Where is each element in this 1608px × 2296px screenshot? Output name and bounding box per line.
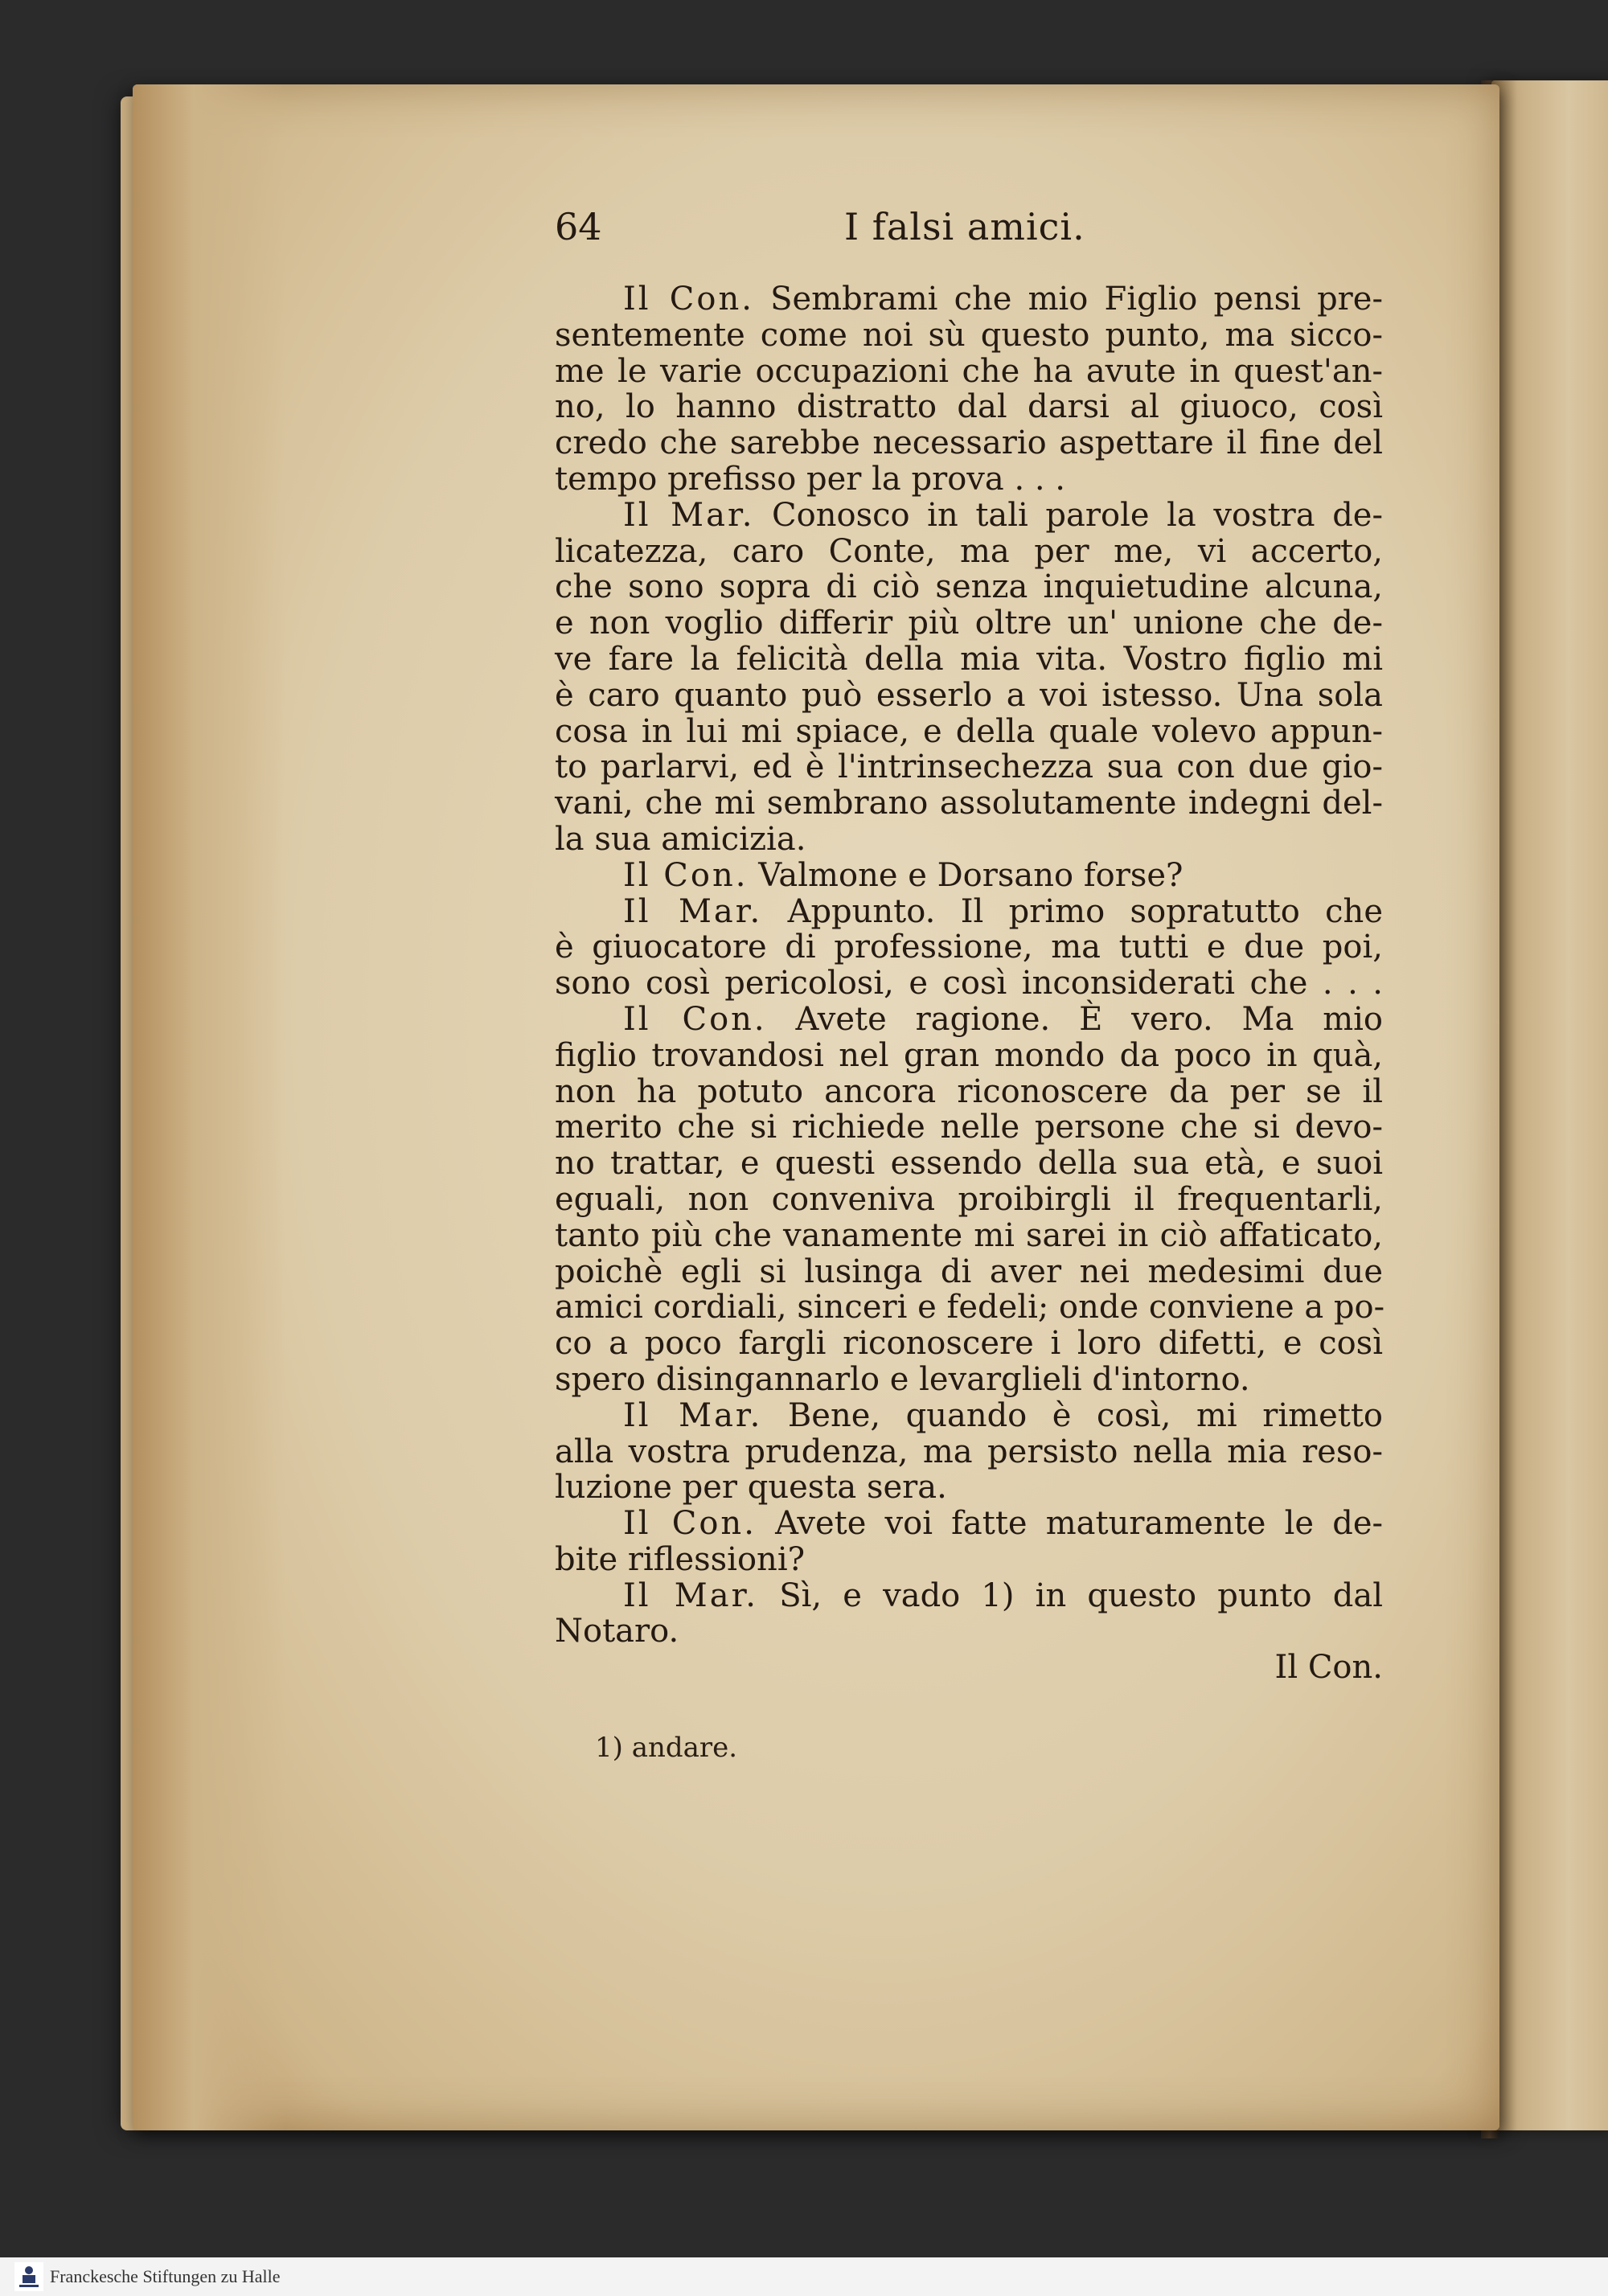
line-text: poichè egli si lusinga di aver nei medesimi due: [555, 1253, 1383, 1290]
line-text: tempo prefisso per la prova . . .: [555, 460, 1066, 498]
page-header: [555, 205, 1383, 253]
institution-name: Franckesche Stiftungen zu Halle: [50, 2266, 281, 2286]
text-line: [555, 1470, 1383, 1506]
text-line: [555, 714, 1383, 750]
text-line: [555, 1362, 1383, 1398]
line-text: co a poco fargli riconoscere i loro difetti, e così: [555, 1325, 1383, 1363]
text-line: [555, 1289, 1383, 1326]
line-text: luzione per questa sera.: [555, 1469, 947, 1507]
line-text: Valmone e Dorsano forse?: [758, 856, 1183, 894]
line-text: Notaro.: [555, 1613, 679, 1650]
text-line: [555, 966, 1383, 1002]
line-text: la sua amicizia.: [555, 820, 806, 858]
text-line: [555, 389, 1383, 425]
text-line: [555, 534, 1383, 570]
line-text: Appunto. Il primo sopratutto che: [787, 892, 1383, 930]
line-text: merito che si richiede nelle persone che si devo-: [555, 1109, 1383, 1146]
text-line: [555, 1542, 1383, 1578]
text-line: [555, 858, 1383, 894]
line-text: no trattar, e questi essendo della sua età, e suoi: [555, 1145, 1383, 1183]
text-line: [555, 1578, 1383, 1614]
line-text: credo che sarebbe necessario aspettare il fine del: [555, 424, 1383, 462]
line-text: Sì, e vado 1) in questo punto dal: [779, 1576, 1383, 1614]
text-line: [555, 678, 1383, 714]
line-text: figlio trovandosi nel gran mondo da poco in quà,: [555, 1036, 1383, 1074]
text-line: [555, 498, 1383, 534]
line-text: ve fare la felicità della mia vita. Vostro figlio mi: [555, 640, 1383, 678]
line-text: bite riflessioni?: [555, 1540, 806, 1578]
footer-bar: [0, 2257, 1608, 2296]
text-line: [555, 929, 1383, 966]
line-text: è caro quanto può esserlo a voi istesso. Una sola: [555, 676, 1383, 714]
line-text: che sono sopra di ciò senza inquietudine alcuna,: [555, 568, 1383, 606]
text-line: [555, 1074, 1383, 1110]
institution-logo-icon: [14, 2262, 43, 2291]
text-line: [555, 1109, 1383, 1146]
line-text: non ha potuto ancora riconoscere da per se il: [555, 1072, 1383, 1110]
body-text: [555, 281, 1383, 1686]
text-line: [555, 318, 1383, 354]
line-text: tanto più che vanamente mi sarei in ciò affaticato,: [555, 1216, 1383, 1254]
text-line: [555, 605, 1383, 642]
facing-page-edge: [1491, 80, 1608, 2130]
text-line: [555, 461, 1383, 498]
running-title: I falsi amici.: [844, 205, 1085, 248]
page-number: 64: [555, 205, 602, 248]
text-line: [555, 1254, 1383, 1290]
line-text: to parlarvi, ed è l'intrinsechezza sua con due gio-: [555, 748, 1383, 786]
line-text: vani, che mi sembrano assolutamente indegni del-: [555, 785, 1383, 822]
speaker-label: Il Con.: [623, 1505, 757, 1543]
text-line: [555, 785, 1383, 822]
speaker-label: Il Con.: [623, 281, 754, 318]
speaker-label: Il Con.: [623, 856, 749, 894]
catchword: Il Con.: [1274, 1649, 1383, 1687]
text-line: [555, 1182, 1383, 1218]
text-line: [555, 1398, 1383, 1434]
line-text: alla vostra prudenza, ma persisto nella mia reso-: [555, 1433, 1383, 1470]
line-text: Avete ragione. È vero. Ma mio: [795, 1000, 1383, 1038]
line-text: me le varie occupazioni che ha avute in quest'an-: [555, 352, 1383, 390]
line-text: Sembrami che mio Figlio pensi pre-: [770, 281, 1383, 318]
text-line: [555, 822, 1383, 858]
line-text: eguali, non conveniva proibirgli il frequentarli,: [555, 1180, 1383, 1218]
line-text: licatezza, caro Conte, ma per me, vi accerto,: [555, 532, 1383, 570]
line-text: sono così pericolosi, e così inconsiderati che . . .: [555, 965, 1383, 1002]
speaker-label: Il Mar.: [623, 1576, 759, 1614]
text-line: [555, 1613, 1383, 1650]
text-line: [555, 1506, 1383, 1542]
line-text: Avete voi fatte maturamente le de-: [775, 1505, 1384, 1543]
footnote: 1) andare.: [595, 1732, 738, 1764]
line-text: è giuocatore di professione, ma tutti e due poi,: [555, 929, 1383, 966]
line-text: cosa in lui mi spiace, e della quale volevo appun-: [555, 712, 1383, 750]
speaker-label: Il Mar.: [623, 1396, 763, 1434]
text-line: [555, 749, 1383, 785]
text-line: [555, 1218, 1383, 1254]
line-text: e non voglio differir più oltre un' unione che de-: [555, 605, 1383, 642]
text-line: [555, 894, 1383, 930]
text-line: [555, 354, 1383, 390]
text-line: [555, 569, 1383, 605]
speaker-label: Il Con.: [623, 1000, 767, 1038]
text-line: [555, 425, 1383, 461]
line-text: Bene, quando è così, mi rimetto: [787, 1396, 1383, 1434]
speaker-label: Il Mar.: [623, 496, 755, 534]
line-text: spero disingannarlo e levarglieli d'intorno.: [555, 1360, 1250, 1398]
text-line: [555, 1146, 1383, 1182]
text-line: [555, 1002, 1383, 1038]
line-text: Conosco in tali parole la vostra de-: [772, 496, 1383, 534]
line-text: sentemente come noi sù questo punto, ma sicco-: [555, 316, 1383, 354]
speaker-label: Il Mar.: [623, 892, 763, 930]
text-line: [555, 1038, 1383, 1074]
text-line: [555, 1434, 1383, 1470]
line-text: amici cordiali, sinceri e fedeli; onde conviene a po-: [555, 1289, 1385, 1326]
line-text: no, lo hanno distratto dal darsi al giuoco, così: [555, 388, 1383, 426]
text-line: [555, 281, 1383, 318]
text-line: [555, 1326, 1383, 1362]
page-edge: [133, 84, 285, 2130]
text-line: [555, 642, 1383, 678]
